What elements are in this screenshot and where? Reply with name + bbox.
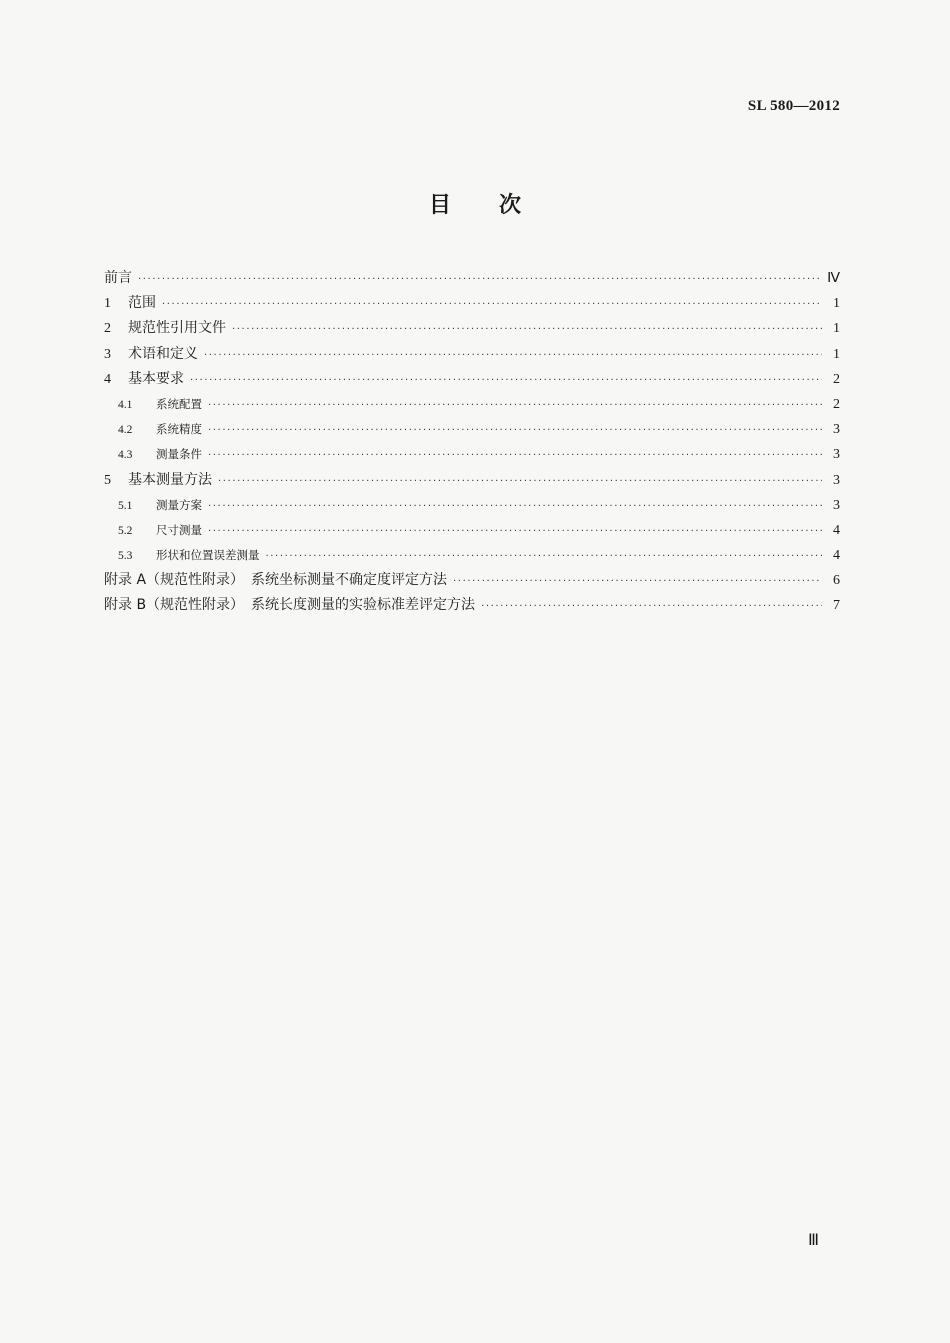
toc-label: 附录 A（规范性附录） 系统坐标测量不确定度评定方法 bbox=[104, 572, 448, 589]
toc-leader-dots bbox=[266, 544, 823, 569]
toc-leader-dots bbox=[481, 594, 822, 619]
standard-code: SL 580—2012 bbox=[747, 98, 840, 114]
toc-page-number: 4 bbox=[833, 522, 840, 538]
toc-label: 基本要求 bbox=[128, 370, 184, 387]
toc-page-number: 7 bbox=[833, 598, 840, 614]
toc-entry-appendix-a[interactable] bbox=[104, 568, 840, 593]
toc-label: 系统精度 bbox=[156, 422, 202, 437]
toc-leader-dots bbox=[190, 368, 822, 393]
table-of-contents bbox=[104, 266, 840, 619]
toc-label: 附录 B（规范性附录） 系统长度测量的实验标准差评定方法 bbox=[104, 597, 476, 614]
toc-leader-dots bbox=[208, 443, 822, 468]
toc-entry-normative-references[interactable] bbox=[104, 316, 840, 341]
toc-page-number: 2 bbox=[833, 396, 840, 412]
toc-number: 4.3 bbox=[118, 449, 133, 462]
toc-label: 前言 bbox=[104, 270, 132, 286]
toc-page-number: 1 bbox=[833, 321, 840, 337]
toc-entry-terms[interactable] bbox=[104, 342, 840, 367]
toc-leader-dots bbox=[218, 469, 822, 494]
toc-number: 1 bbox=[104, 296, 111, 312]
toc-page-number: Ⅳ bbox=[827, 271, 840, 286]
toc-entry-scope[interactable] bbox=[104, 291, 840, 316]
toc-entry-appendix-b[interactable] bbox=[104, 593, 840, 618]
toc-label: 范围 bbox=[128, 295, 156, 312]
toc-entry-4-2[interactable] bbox=[104, 417, 840, 442]
toc-number: 2 bbox=[104, 321, 111, 337]
toc-label: 形状和位置误差测量 bbox=[156, 548, 260, 563]
toc-number: 3 bbox=[104, 346, 111, 362]
title-char-1: 目 bbox=[428, 193, 451, 218]
toc-number: 5.3 bbox=[118, 550, 133, 563]
toc-entry-foreword[interactable] bbox=[104, 266, 840, 291]
toc-page-number: 1 bbox=[833, 346, 840, 362]
toc-entry-basic-requirements[interactable] bbox=[104, 367, 840, 392]
toc-page-number: 2 bbox=[833, 371, 840, 387]
toc-label: 基本测量方法 bbox=[128, 471, 212, 488]
toc-leader-dots bbox=[138, 267, 821, 292]
toc-number: 5 bbox=[104, 472, 111, 488]
toc-number: 4.1 bbox=[118, 398, 133, 411]
toc-page-number: 3 bbox=[833, 422, 840, 438]
toc-leader-dots bbox=[208, 418, 822, 443]
toc-page-number: 3 bbox=[833, 472, 840, 488]
page-number: Ⅲ bbox=[807, 1232, 819, 1249]
toc-leader-dots bbox=[208, 393, 822, 418]
toc-number: 4.2 bbox=[118, 424, 133, 437]
toc-number: 5.1 bbox=[118, 499, 133, 512]
toc-page-number: 4 bbox=[833, 548, 840, 564]
toc-entry-5-2[interactable] bbox=[104, 518, 840, 543]
toc-entry-4-3[interactable] bbox=[104, 442, 840, 467]
toc-label: 规范性引用文件 bbox=[128, 320, 226, 337]
toc-leader-dots bbox=[232, 317, 822, 342]
toc-label: 测量条件 bbox=[156, 447, 202, 462]
toc-page-number: 3 bbox=[833, 497, 840, 513]
toc-entry-basic-methods[interactable] bbox=[104, 468, 840, 493]
toc-page-number: 3 bbox=[833, 447, 840, 463]
toc-entry-5-1[interactable] bbox=[104, 493, 840, 518]
toc-leader-dots bbox=[162, 292, 822, 317]
toc-number: 4 bbox=[104, 371, 111, 387]
toc-leader-dots bbox=[208, 494, 822, 519]
toc-entry-4-1[interactable] bbox=[104, 392, 840, 417]
toc-page-number: 1 bbox=[833, 296, 840, 312]
toc-page-number: 6 bbox=[833, 573, 840, 589]
toc-leader-dots bbox=[204, 343, 822, 368]
page-title bbox=[0, 188, 950, 219]
toc-leader-dots bbox=[453, 569, 822, 594]
toc-label: 系统配置 bbox=[156, 396, 202, 411]
toc-entry-5-3[interactable] bbox=[104, 543, 840, 568]
toc-label: 术语和定义 bbox=[128, 345, 198, 362]
toc-number: 5.2 bbox=[118, 524, 133, 537]
toc-label: 尺寸测量 bbox=[156, 522, 202, 537]
title-char-2: 次 bbox=[499, 193, 522, 218]
toc-label: 测量方案 bbox=[156, 497, 202, 512]
toc-leader-dots bbox=[208, 519, 822, 544]
